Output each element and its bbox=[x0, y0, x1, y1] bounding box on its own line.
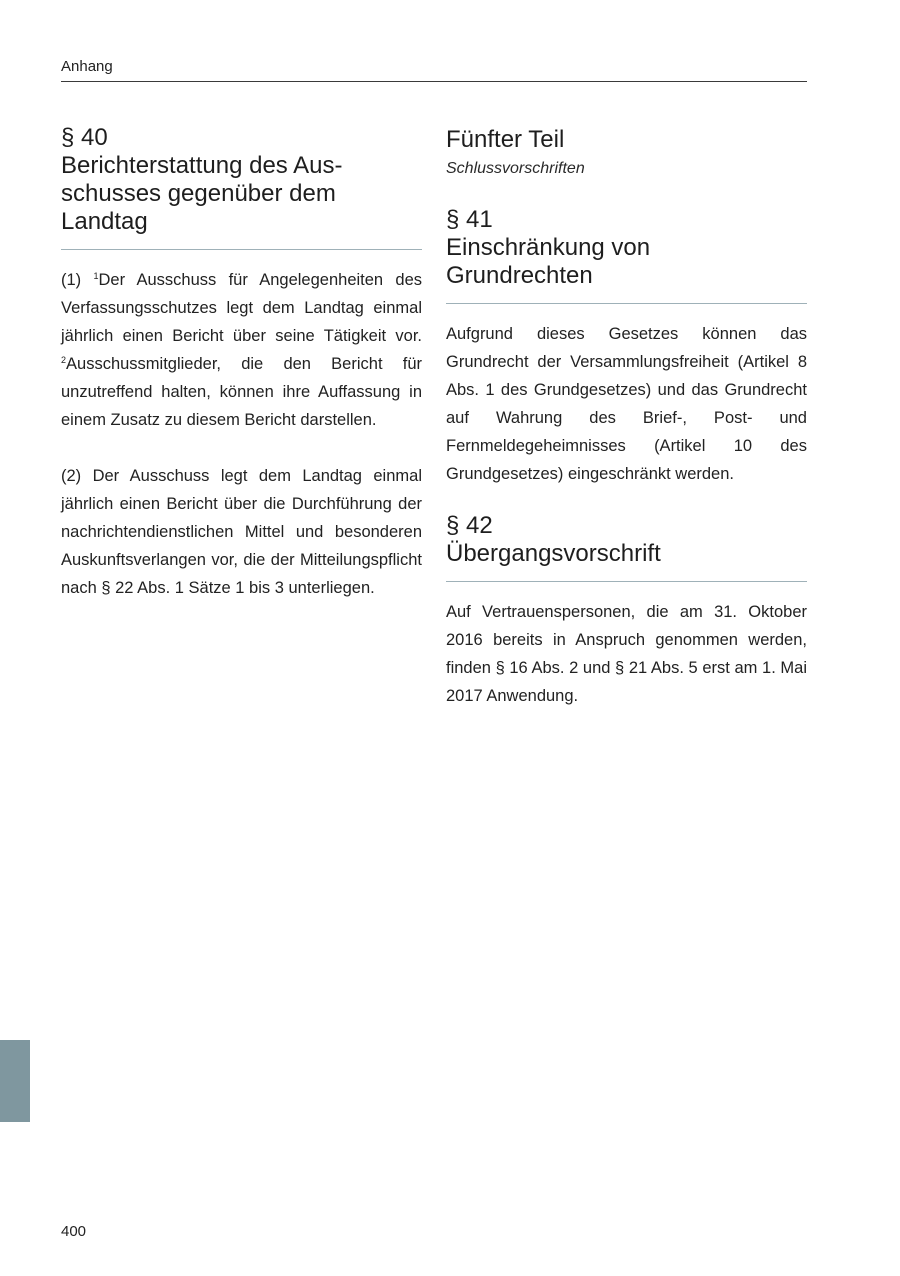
section-41-heading bbox=[446, 206, 807, 290]
section-42-text: Auf Vertrauenspersonen, die am 31. Oktober 2016 bereits in Anspruch genommen werden, finden § 16 Abs. 2 und § 21 Abs. 5 erst am 1. Mai 2017 Anwendung. bbox=[446, 603, 807, 705]
section-42-title-line-1: Übergangsvorschrift bbox=[446, 540, 661, 567]
section-40-heading bbox=[61, 124, 422, 236]
section-41-rule bbox=[446, 303, 807, 304]
sentence-2-marker: 2 bbox=[61, 355, 67, 365]
left-column bbox=[61, 124, 422, 602]
section-42-heading bbox=[446, 512, 807, 568]
section-40-paragraph-2: (2) Der Ausschuss legt dem Landtag einmal jährlich einen Bericht über die Durchführung der nachrichtendienstlichen Mittel und besonderen Auskunftsverlangen vor, die der Mitteilungspflicht nach § 22 Abs. 1 Sätze 1 bis 3 unterliegen. bbox=[61, 467, 422, 597]
section-41-title-line-1: Einschränkung von bbox=[446, 234, 651, 261]
section-40-title-line-1: Berichterstattung des Aus- bbox=[61, 152, 343, 179]
chapter-side-tab bbox=[0, 1040, 30, 1122]
section-40-title-line-2: schusses gegenüber dem bbox=[61, 180, 336, 207]
section-40-rule bbox=[61, 249, 422, 250]
part-subtitle: Schlussvorschriften bbox=[446, 160, 585, 177]
section-42-rule bbox=[446, 581, 807, 582]
header-rule bbox=[61, 81, 807, 82]
section-40-paragraph-1 bbox=[61, 266, 422, 434]
section-42-number: § 42 bbox=[446, 512, 493, 539]
paragraph-1-label: (1) bbox=[61, 271, 94, 289]
running-head: Anhang bbox=[61, 58, 113, 75]
section-40-number: § 40 bbox=[61, 124, 108, 151]
paragraph-1-sentence-1: Der Ausschuss für Angelegenheiten des Verfassungsschutzes legt dem Landtag einmal jährlich einen Bericht über seine Tätigkeit vor. bbox=[61, 271, 423, 345]
paragraph-1-sentence-2: Ausschussmitglieder, die den Bericht für unzutreffend halten, können ihre Auffassung in einem Zusatz zu diesem Bericht darstellen. bbox=[61, 355, 422, 429]
sentence-1-marker: 1 bbox=[93, 271, 99, 281]
section-41-title-line-2: Grundrechten bbox=[446, 262, 593, 289]
part-title: Fünfter Teil bbox=[446, 126, 565, 153]
section-40-title-line-3: Landtag bbox=[61, 208, 148, 235]
section-41-number: § 41 bbox=[446, 206, 493, 233]
section-41-text: Aufgrund dieses Gesetzes können das Grundrecht der Versammlungsfreiheit (Artikel 8 Abs. 1 des Grundgesetzes) und das Grundrecht auf Wahrung des Brief-, Post- und Fernmeldegeheimnisses (Artikel 10 des Grundgesetzes) eingeschränkt werden. bbox=[446, 325, 807, 483]
right-column bbox=[446, 124, 807, 710]
page-number: 400 bbox=[61, 1223, 87, 1240]
